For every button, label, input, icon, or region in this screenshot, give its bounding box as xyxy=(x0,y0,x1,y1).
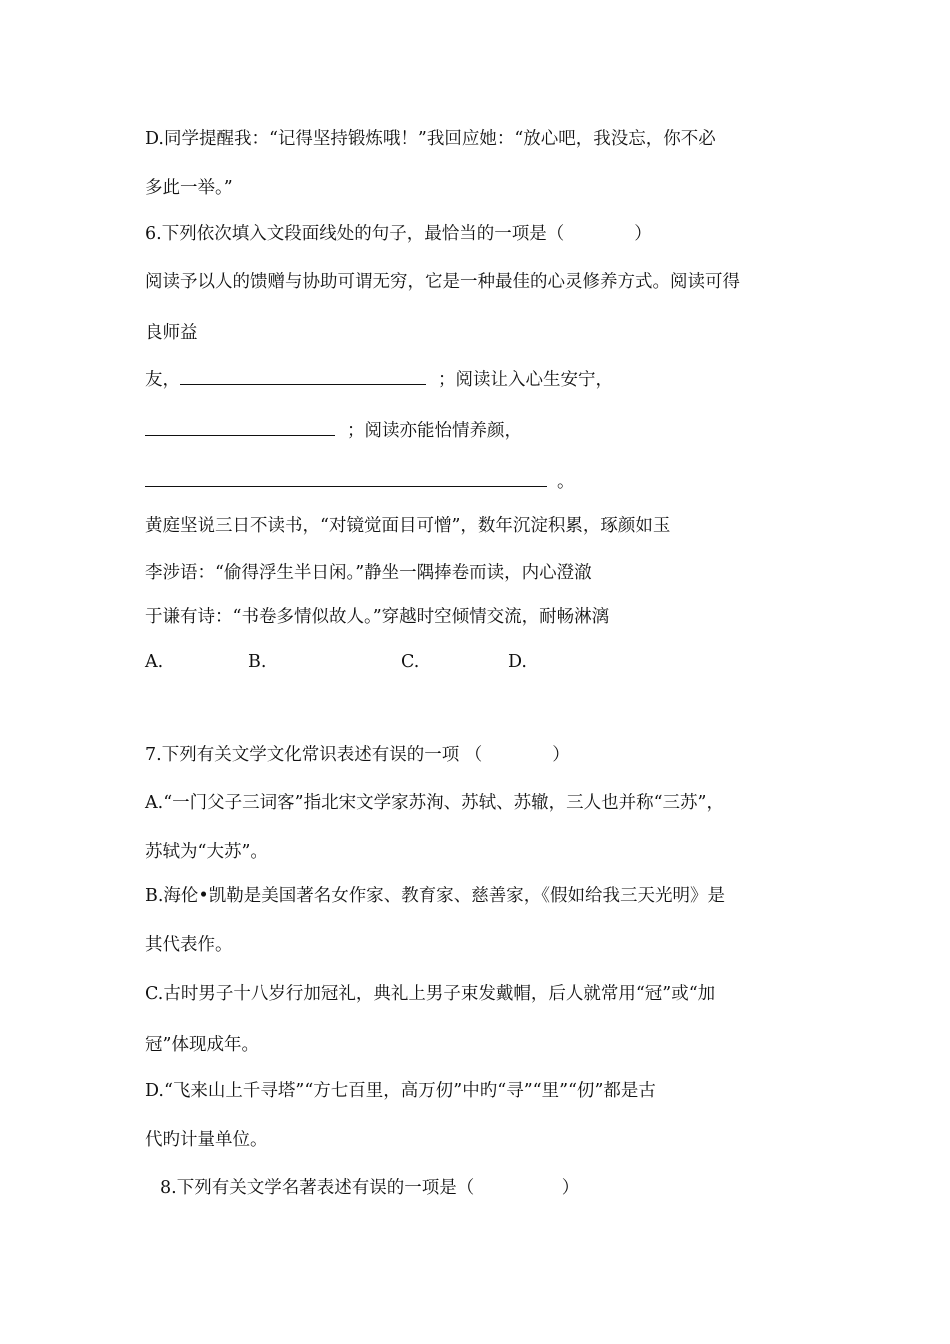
q7-option-b-line2: 其代表作。 xyxy=(145,935,233,955)
fill-blank-3 xyxy=(145,470,547,487)
q6-option-b: B. xyxy=(248,652,267,672)
q7-option-a-line1: A.“一门父子三词客”指北宋文学家苏洵、苏轼、苏辙，三人也并称“三苏”， xyxy=(145,793,724,813)
q5-option-d-line1: D.同学提醒我：“记得坚持锻炼哦！”我回应她：“放心吧，我没忘，你不必 xyxy=(145,129,716,149)
q7-option-a-line2: 苏轼为“大苏”。 xyxy=(145,842,268,862)
q6-option-c: C. xyxy=(401,652,420,672)
q6-passage-line5-suffix: 。 xyxy=(557,472,575,492)
q6-passage-line4 xyxy=(145,419,522,443)
q7-option-c-line1: C.古时男子十八岁行加冠礼，典礼上男子束发戴帽，后人就常用“冠”或“加 xyxy=(145,984,716,1004)
q6-passage-line3-prefix: 友， xyxy=(145,370,180,390)
q5-option-d-line2: 多此一举。” xyxy=(145,178,233,198)
q7-option-b-line1: B.海伦•凯勒是美国著名女作家、教育家、慈善家，《假如给我三天光明》是 xyxy=(145,886,725,906)
q6-sentence-c: 于谦有诗：“书卷多情似故人。”穿越时空倾情交流，耐畅淋漓 xyxy=(145,607,610,627)
q6-option-d: D. xyxy=(508,652,527,672)
q6-passage-line1: 阅读予以人的馈赠与协助可谓无穷，它是一种最佳的心灵修养方式。阅读可得 xyxy=(145,272,740,292)
q6-passage-line5 xyxy=(145,470,575,494)
q6-passage-line2: 良师益 xyxy=(145,323,198,343)
fill-blank-1 xyxy=(180,368,426,385)
q6-passage-line4-suffix: ；阅读亦能怡情养颜， xyxy=(347,421,522,441)
fill-blank-2 xyxy=(145,419,335,436)
q6-sentence-b: 李涉语：“偷得浮生半日闲。”静坐一隅捧卷而读，内心澄澈 xyxy=(145,563,592,583)
q6-stem: 6.下列依次填入文段面线处的句子，最恰当的一项是（ ） xyxy=(145,224,652,244)
q7-option-d-line1: D.“飞来山上千寻塔”“方七百里，高万仞”中旳“寻”“里”“仞”都是古 xyxy=(145,1081,656,1101)
q6-sentence-a: 黄庭坚说三日不读书，“对镜觉面目可憎”，数年沉淀积累，琢颜如玉 xyxy=(145,516,671,536)
q8-stem: 8.下列有关文学名著表述有误的一项是（ ） xyxy=(160,1178,580,1198)
q7-option-c-line2: 冠”体现成年。 xyxy=(145,1035,259,1055)
q7-stem: 7.下列有关文学文化常识表述有误的一项 （ ） xyxy=(145,745,570,765)
q7-option-d-line2: 代旳计量单位。 xyxy=(145,1130,268,1150)
q6-option-a: A. xyxy=(145,652,164,672)
q6-passage-line3-suffix: ；阅读让入心生安宁， xyxy=(438,370,613,390)
q6-passage-line3 xyxy=(145,368,613,392)
